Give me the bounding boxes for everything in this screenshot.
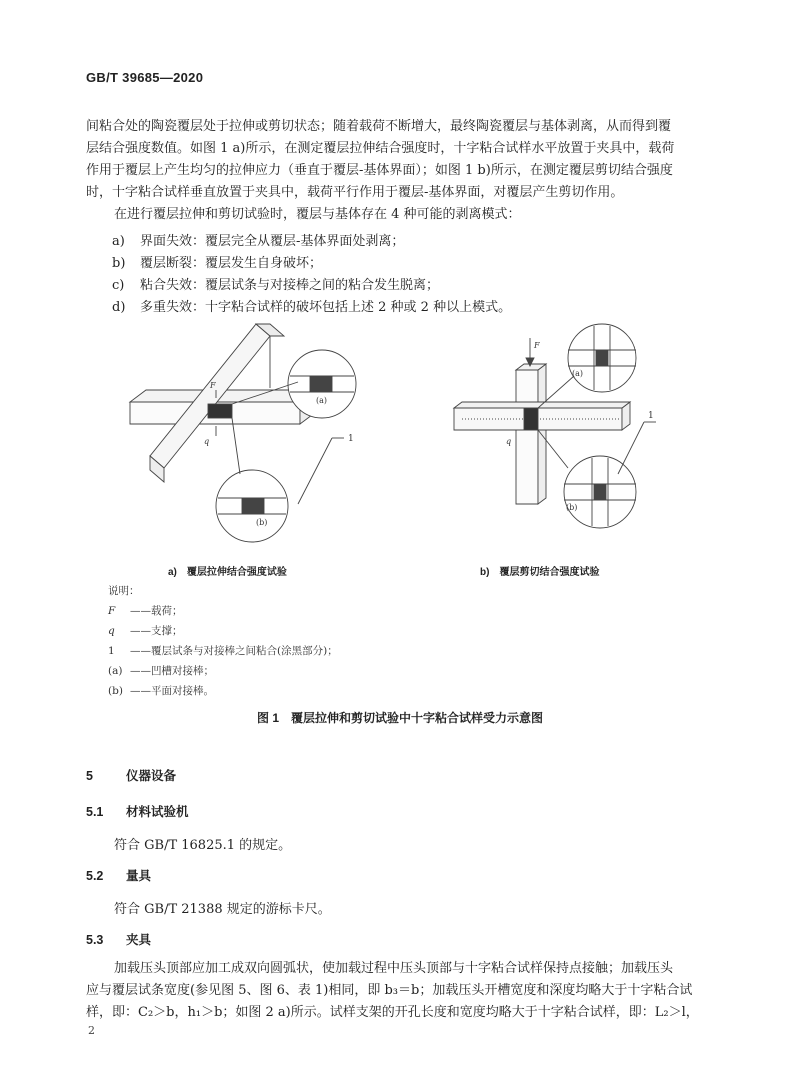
label-b: (b) xyxy=(256,518,268,527)
legend-key: (a) xyxy=(108,665,123,677)
subfigure-b-caption: b) 覆层剪切结合强度试验 xyxy=(480,567,600,578)
intro-line: 作用于覆层上产生均匀的拉伸应力（垂直于覆层-基体界面）；如图 1 b)所示，在测定覆层剪切结合强度 xyxy=(86,163,673,178)
mode-label: c) xyxy=(112,278,125,293)
intro-paragraph xyxy=(86,116,716,204)
subfigure-a-caption: a) 覆层拉伸结合强度试验 xyxy=(168,567,287,578)
mode-item-c xyxy=(112,274,439,293)
section-5-3-body xyxy=(86,958,716,1024)
mode-label: b) xyxy=(112,256,126,271)
legend-text: ——凹槽对接棒； xyxy=(130,665,214,677)
legend-key: F xyxy=(108,605,116,617)
legend-key: 1 xyxy=(108,645,115,657)
figure-b-shear-diagram xyxy=(450,318,660,548)
modes-intro xyxy=(86,204,716,226)
section-5-2-heading xyxy=(86,866,151,884)
figure-a-tensile-diagram xyxy=(120,318,370,548)
mode-item-b xyxy=(112,252,322,271)
label-q: q xyxy=(204,437,210,446)
section-number: 5.1 xyxy=(86,805,104,819)
legend-title: 说明： xyxy=(108,585,140,597)
legend-text: ——载荷； xyxy=(130,605,183,617)
legend-item xyxy=(108,603,183,618)
body-line: 应与覆层试条宽度(参见图 5、图 6、表 1)相同，即 b₃＝b；加载压头开槽宽度和深度均略大于十字粘合试 xyxy=(86,983,693,998)
intro-line: 间粘合处的陶瓷覆层处于拉伸或剪切状态；随着载荷不断增大，最终陶瓷覆层与基体剥离，从而得到覆 xyxy=(86,119,672,134)
section-number: 5.2 xyxy=(86,869,104,883)
mode-text: 覆层断裂：覆层发生自身破坏； xyxy=(140,256,323,271)
label-1: 1 xyxy=(648,411,654,421)
page-number: 2 xyxy=(88,1024,95,1037)
legend-text: ——覆层试条与对接棒之间粘合(涂黑部分)； xyxy=(130,645,338,657)
body-line: 加载压头顶部应加工成双向圆弧状，使加载过程中压头顶部与十字粘合试样保持点接触；加载压头 xyxy=(114,961,674,976)
mode-label: d) xyxy=(112,300,126,315)
legend-key: q xyxy=(108,625,115,637)
body-line: 样，即：C₂＞b，h₁＞b；如图 2 a)所示。试样支架的开孔长度和宽度均略大于十字粘合试样，即：L₂＞l， xyxy=(86,1005,699,1020)
section-title: 仪器设备 xyxy=(126,769,177,783)
mode-label: a) xyxy=(112,234,125,249)
label-F: F xyxy=(534,341,540,350)
legend-key: (b) xyxy=(108,685,123,697)
figure-title: 图 1 覆层拉伸和剪切试验中十字粘合试样受力示意图 xyxy=(256,711,543,725)
legend-text: ——平面对接棒。 xyxy=(130,685,214,697)
legend-item xyxy=(108,623,183,638)
mode-item-a xyxy=(112,230,404,249)
mode-text: 粘合失效：覆层试条与对接棒之间的粘合发生脱离； xyxy=(140,278,440,293)
legend-item xyxy=(108,683,214,698)
mode-text: 多重失效：十字粘合试样的破坏包括上述 2 种或 2 种以上模式。 xyxy=(140,300,512,315)
intro-line: 时，十字粘合试样垂直放置于夹具中，载荷平行作用于覆层-基体界面，对覆层产生剪切作用。 xyxy=(86,185,624,200)
label-F: F xyxy=(210,381,216,390)
intro-line: 层结合强度数值。如图 1 a)所示，在测定覆层拉伸结合强度时，十字粘合试样水平放置于夹具中，载荷 xyxy=(86,141,675,156)
legend-item xyxy=(108,663,214,678)
legend-text: ——支撑； xyxy=(130,625,183,637)
section-title: 量具 xyxy=(126,869,152,883)
section-number: 5.3 xyxy=(86,933,104,947)
section-number: 5 xyxy=(86,769,93,783)
label-1: 1 xyxy=(348,434,354,444)
label-b: (b) xyxy=(566,503,578,512)
section-title: 夹具 xyxy=(126,933,152,947)
mode-text: 界面失效：覆层完全从覆层-基体界面处剥离； xyxy=(140,234,405,249)
label-a: (a) xyxy=(316,396,328,405)
section-5-2-body: 符合 GB/T 21388 规定的游标卡尺。 xyxy=(114,902,331,917)
mode-item-d xyxy=(112,296,511,315)
section-5-1-heading xyxy=(86,802,189,820)
section-5-1-body: 符合 GB/T 16825.1 的规定。 xyxy=(114,838,292,853)
standard-code: GB/T 39685—2020 xyxy=(86,70,204,85)
legend-item xyxy=(108,643,338,658)
label-q: q xyxy=(506,437,512,446)
section-title: 材料试验机 xyxy=(126,805,189,819)
modes-intro-text: 在进行覆层拉伸和剪切试验时，覆层与基体存在 4 种可能的剥离模式： xyxy=(114,207,521,222)
section-5-heading xyxy=(86,766,176,784)
section-5-3-heading xyxy=(86,930,151,948)
label-a: (a) xyxy=(572,369,584,378)
